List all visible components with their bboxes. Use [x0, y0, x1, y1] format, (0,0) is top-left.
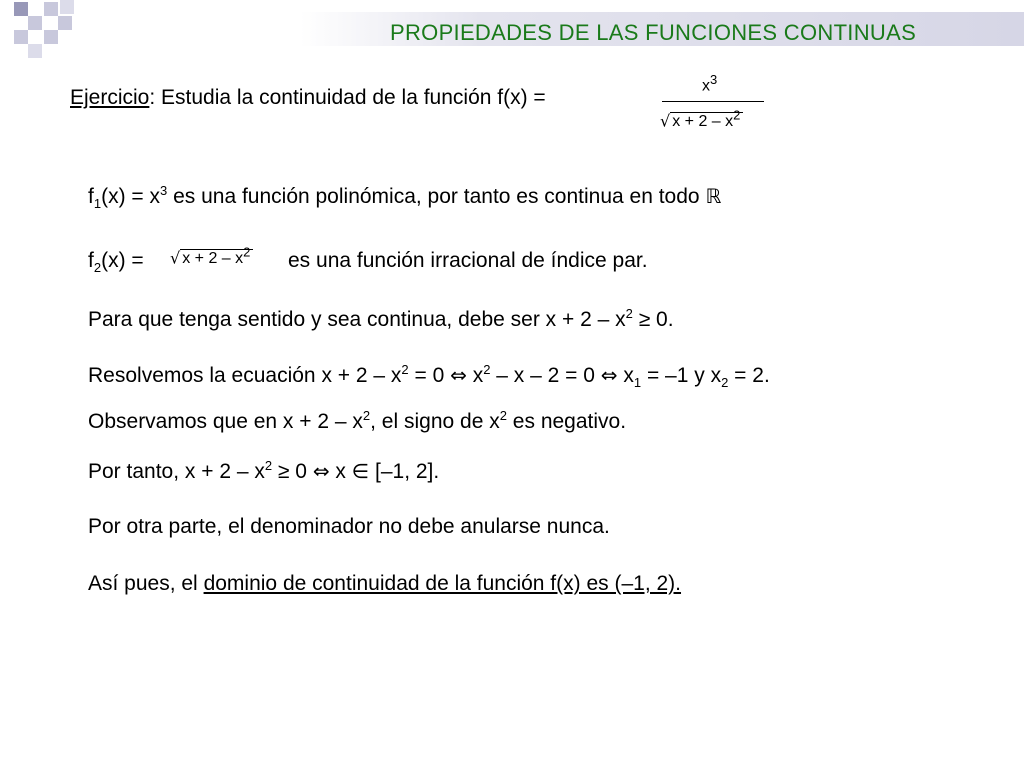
line-f2-text: es una función irracional de índice par. — [288, 249, 648, 272]
exercise-text: : Estudia la continuidad de la función f(x) = — [149, 86, 546, 109]
iff-icon: ⇔ — [600, 363, 618, 387]
function-fraction — [658, 72, 768, 134]
line-f1: $f_1(x) = x^3$ es una función polinómica, por tanto es continua en todo ℝ — [88, 183, 722, 212]
line-solve: Resolvemos la ecuación $x + 2 - x^2 = 0$ ⇔ $x^2 - x - 2 = 0$ ⇔ $x_1 = -1$ y $x_2 = 2$. — [88, 362, 770, 391]
conclusion-underlined: dominio de continuidad de la función f(x) es (–1, 2). — [203, 572, 682, 595]
fraction-numerator: $x^3$ — [702, 72, 718, 95]
line-denominator: Por otra parte, el denominador no debe anularse nunca. — [88, 515, 610, 538]
iff-icon: ⇔ — [312, 459, 330, 483]
exercise-label: Ejercicio — [70, 86, 150, 109]
line-f2-label: $f_2(x)$ = — [88, 249, 144, 276]
corner-decoration — [0, 0, 90, 60]
iff-icon: ⇔ — [450, 363, 467, 387]
fraction-denominator: √ $x + 2 - x^2$ — [660, 108, 743, 131]
sqrt-icon: √ — [170, 248, 181, 268]
exercise-statement — [70, 86, 546, 110]
line-observe: Observamos que en $x + 2 - x^2$, el signo de $x^2$ es negativo. — [88, 408, 627, 433]
f2-radical: √ $x + 2 - x^2$ — [170, 245, 253, 268]
line-condition: Para que tenga sentido y sea continua, debe ser $x + 2 - x^2 \ge 0$. — [88, 306, 674, 331]
sqrt-icon: √ — [660, 111, 671, 131]
slide-title: PROPIEDADES DE LAS FUNCIONES CONTINUAS — [390, 20, 917, 45]
line-conclusion: Así pues, el dominio de continuidad de la función f(x) es (–1, 2). — [88, 572, 682, 595]
element-of-icon: ∈ — [351, 459, 370, 483]
fraction-bar — [662, 101, 764, 102]
line-therefore: Por tanto, $x + 2 - x^2 \ge 0$ ⇔ x ∈ [–1, 2]. — [88, 458, 440, 483]
real-numbers-symbol: ℝ — [705, 184, 722, 208]
